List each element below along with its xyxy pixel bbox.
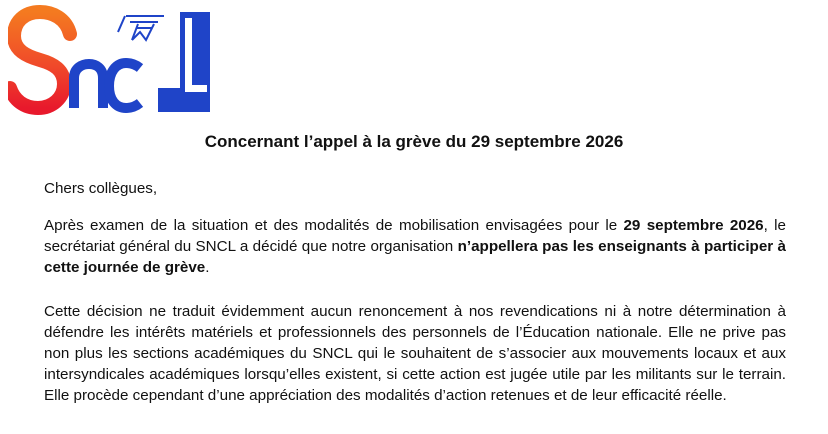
greeting: Chers collègues,	[44, 180, 158, 197]
paragraph-2: Cette décision ne traduit évidemment aucun renoncement à nos revendications ni à notre détermination à défendre les intérêts matériels et professionnels des personnels de l’Éducation nationale. Elle ne prive pas non plus les sections académiques du SNCL qui le souhaitent de s’associer aux mouvements locaux et aux intersyndicales académiques lorsqu’elles existent, si cette action est jugée utile par les militants sur le terrain. Elle procède cependant d’une appréciation des modalités d’action retenues et de leur efficacité réelle.	[44, 303, 786, 404]
strike-date: 29 septembre 2026	[623, 217, 764, 234]
paragraph-1	[44, 215, 786, 278]
document-title: Concernant l’appel à la grève du 29 septembre 2026	[204, 132, 624, 151]
decision-statement: n’appellera pas les enseignants à participer à cette journée de grève	[44, 238, 786, 276]
sncl-logo	[8, 4, 220, 116]
paragraph-1-part2: , le secrétariat général du SNCL a décidé que notre organisation	[44, 217, 786, 255]
paragraph-1-part3: .	[205, 259, 210, 276]
paragraph-1-part1: Après examen de la situation et des modalités de mobilisation envisagées pour le	[44, 217, 624, 234]
